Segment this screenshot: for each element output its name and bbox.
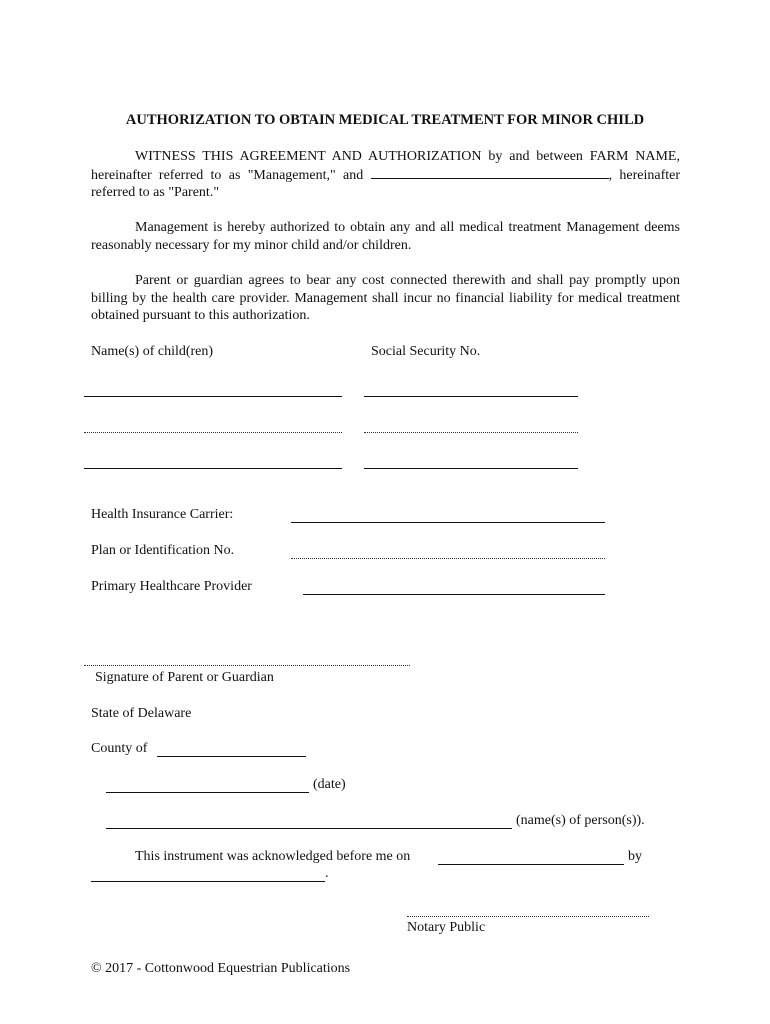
provider-line[interactable] bbox=[303, 594, 605, 595]
witness-comma: , bbox=[608, 167, 613, 183]
parent-paragraph: Parent or guardian agrees to bear any cost connected therewith and shall pay promptly upon billing by the health care provider. Management shall incur no financial liability for medical treatment obtained pursuant to this authorization. bbox=[91, 273, 680, 323]
signature-label: Signature of Parent or Guardian bbox=[95, 670, 274, 685]
plan-line[interactable] bbox=[291, 558, 605, 559]
parent-name-line[interactable] bbox=[371, 166, 609, 179]
witness-text-end: hereinafter referred to as "Parent." bbox=[91, 167, 680, 200]
persons-label: (name(s) of person(s)). bbox=[516, 813, 645, 828]
children-header: Name(s) of child(ren) bbox=[91, 344, 214, 359]
ssn-line-1[interactable] bbox=[364, 396, 578, 397]
health-insurance-label: Health Insurance Carrier: bbox=[91, 507, 234, 522]
period-text: . bbox=[325, 866, 329, 881]
health-insurance-line[interactable] bbox=[291, 522, 605, 523]
copyright-footer: © 2017 - Cottonwood Equestrian Publications bbox=[91, 961, 351, 976]
signature-line[interactable] bbox=[84, 665, 410, 666]
date-label: (date) bbox=[313, 777, 346, 792]
management-paragraph: Management is hereby authorized to obtain any and all medical treatment Management deems reasonably necessary for my minor child and/or children. bbox=[91, 220, 680, 253]
persons-line[interactable] bbox=[106, 828, 512, 829]
state-label: State of Delaware bbox=[91, 706, 192, 721]
ssn-header: Social Security No. bbox=[371, 344, 481, 359]
provider-label: Primary Healthcare Provider bbox=[91, 579, 252, 594]
acknowledged-date-line[interactable] bbox=[438, 864, 624, 865]
ssn-line-2[interactable] bbox=[364, 432, 578, 433]
plan-label: Plan or Identification No. bbox=[91, 543, 235, 558]
ssn-line-3[interactable] bbox=[364, 468, 578, 469]
notary-signature-line[interactable] bbox=[407, 916, 649, 917]
county-label: County of bbox=[91, 741, 148, 756]
acknowledged-text: This instrument was acknowledged before me on bbox=[135, 849, 411, 864]
witness-paragraph bbox=[91, 148, 680, 202]
child-name-line-1[interactable] bbox=[84, 396, 342, 397]
witness-text: WITNESS THIS AGREEMENT AND AUTHORIZATION by and between FARM NAME, hereinafter referred to as "Management," and bbox=[91, 149, 680, 183]
document-title: AUTHORIZATION TO OBTAIN MEDICAL TREATMENT FOR MINOR CHILD bbox=[125, 112, 645, 128]
acknowledged-by-line[interactable] bbox=[91, 881, 325, 882]
date-line[interactable] bbox=[106, 792, 309, 793]
child-name-line-2[interactable] bbox=[84, 432, 342, 433]
notary-label: Notary Public bbox=[407, 920, 486, 935]
by-text: by bbox=[628, 849, 642, 864]
child-name-line-3[interactable] bbox=[84, 468, 342, 469]
county-line[interactable] bbox=[157, 756, 306, 757]
